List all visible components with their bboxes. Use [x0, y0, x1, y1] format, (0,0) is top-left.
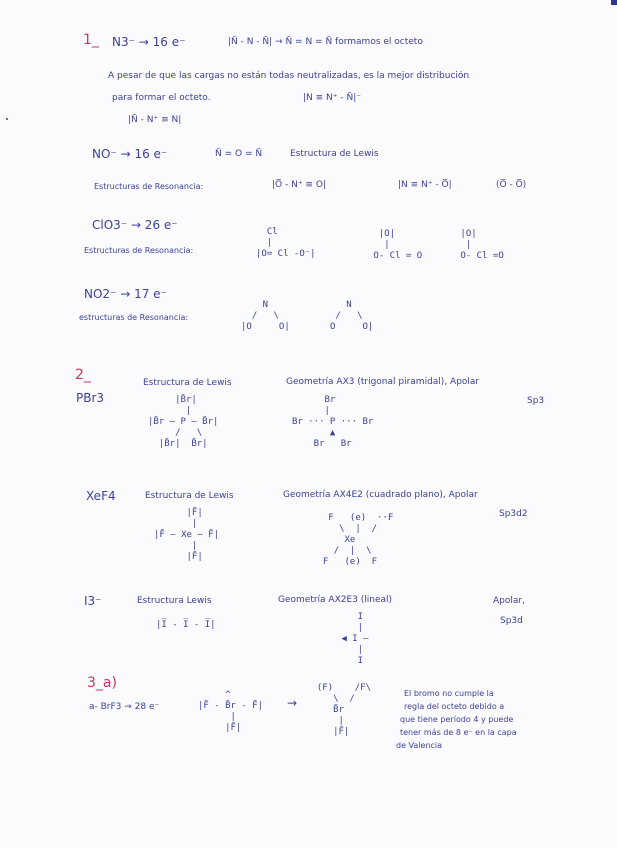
i3-geometry: Geometría AX2E3 (lineal)	[278, 595, 393, 605]
clo3-resonance-1: Cl | |O= Cl -O⁻|	[256, 227, 316, 259]
no-electrons: NO⁻ → 16 e⁻	[92, 147, 168, 161]
brf3-note-line-3: que tiene período 4 y puede	[400, 715, 514, 724]
brf3-note-line-5: de Valencia	[396, 741, 443, 750]
pbr3-lewis-label: Estructura de Lewis	[143, 378, 232, 388]
section-3-number: 3_a)	[87, 675, 117, 691]
i3-geometry-drawing: I | ◀ I — | I	[341, 612, 369, 666]
no2-resonance-2: N / \ O O|	[330, 300, 374, 332]
n3-resonance-1: |N ≡ N⁺ - N̄|⁻	[303, 93, 361, 103]
no-resonance-3: (O̅ - O̅)	[496, 180, 527, 190]
pbr3-hybridization: Sp3	[527, 396, 545, 406]
pbr3-geometry: Geometría AX3 (trigonal piramidal), Apolar	[286, 377, 480, 387]
xef4-lewis-structure: |F̄| | |F̄ — Xe — F̄| | |F̄|	[154, 508, 220, 562]
clo3-resonance-label: Estructuras de Resonancia:	[84, 246, 194, 255]
n3-electrons: N3⁻ → 16 e⁻	[112, 35, 186, 49]
no-structure: N̄ = O = N̄	[215, 149, 263, 159]
brf3-lewis-structure: ^ |F̄ - B̄r - F̄| | |F̄|	[198, 690, 264, 733]
xef4-geometry: Geometría AX4E2 (cuadrado plano), Apolar	[283, 490, 478, 500]
brf3-note-line-4: tener más de 8 e⁻ en la capa	[400, 728, 517, 737]
xef4-hybridization: Sp3d2	[499, 509, 528, 519]
no2-resonance-1: N / \ |O O|	[241, 300, 290, 332]
i3-lewis-label: Estructura Lewis	[137, 596, 212, 606]
brf3-electrons: a- BrF3 → 28 e⁻	[89, 702, 160, 712]
i3-hybridization: Sp3d	[500, 616, 523, 626]
no-resonance-1: |O̅ - N⁺ ≡ O|	[272, 180, 326, 190]
clo3-electrons: ClO3⁻ → 26 e⁻	[92, 218, 178, 232]
no2-resonance-label: estructuras de Resonancia:	[79, 313, 189, 322]
pbr3-geometry-drawing: Br | Br ··· P ··· Br ▲ Br Br	[292, 395, 374, 449]
pbr3-formula: PBr3	[76, 391, 105, 405]
i3-polarity: Apolar,	[493, 596, 525, 606]
n3-resonance-2: |N̄ - N⁺ ≡ N|	[128, 115, 182, 125]
section-2-number: 2_	[75, 367, 91, 383]
no2-electrons: NO2⁻ → 17 e⁻	[84, 287, 167, 301]
stray-dot	[6, 118, 8, 120]
no-lewis-label: Estructura de Lewis	[290, 149, 379, 159]
n3-structure: |N̄ - N - N̄| → N̄ = N = N̄ formamos el octeto	[228, 37, 423, 47]
no-resonance-2: |N ≡ N⁺ - O̅|	[398, 180, 452, 190]
xef4-formula: XeF4	[86, 489, 116, 503]
brf3-arrow: →	[287, 696, 298, 710]
section-1-number: 1_	[83, 32, 99, 48]
xef4-lewis-label: Estructura de Lewis	[145, 491, 234, 501]
pbr3-lewis-structure: |B̄r| | |B̄r — P — B̄r| / \ |B̄r| B̄r|	[148, 395, 219, 449]
xef4-geometry-drawing: F (e) ··F \ | / Xe / | \ F (e) F	[322, 513, 394, 567]
brf3-geometry-drawing: (F) /F\ \ / B̄r | |F̄|	[316, 683, 372, 737]
brf3-note-line-1: El bromo no cumple la	[404, 689, 494, 698]
note-line-1: A pesar de que las cargas no están todas neutralizadas, es la mejor distribución	[108, 71, 470, 81]
note-line-2: para formar el octeto.	[112, 93, 211, 103]
i3-formula: I3⁻	[84, 594, 102, 608]
corner-mark	[611, 0, 617, 5]
i3-lewis-structure: |I̅ - I̅ - I̅|	[156, 620, 216, 630]
clo3-resonance-3: |O| | O- Cl =O	[460, 229, 504, 261]
clo3-resonance-2: |O| | O- Cl = O	[373, 229, 423, 261]
brf3-note-line-2: regla del octeto debido a	[404, 702, 505, 711]
no-resonance-label: Estructuras de Resonancia:	[94, 182, 204, 191]
